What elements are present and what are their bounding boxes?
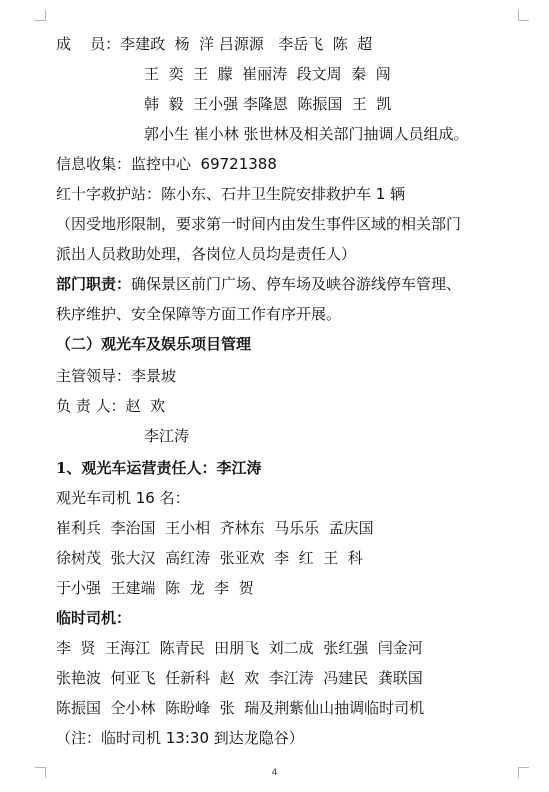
temp-drivers-row-1: 李 贤 王海江 陈青民 田朋飞 刘二成 张红强 闫金河 xyxy=(56,639,423,657)
page-number: 4 xyxy=(271,768,278,778)
red-cross-station-line: 红十字救护站：陈小东、石井卫生院安排救护车 1 辆 xyxy=(56,185,406,203)
members-line-1: 成 员：李建政 杨 洋 吕源源 李岳飞 陈 超 xyxy=(56,35,373,53)
members-line-3: 韩 毅 王小强 李隆恩 陈振国 王 凯 xyxy=(144,95,392,113)
info-collection-line: 信息收集：监控中心 69721388 xyxy=(56,155,277,173)
dept-duty-line-2: 秩序维护、安全保障等方面工作有序开展。 xyxy=(56,305,342,323)
responsible-line: 负 责 人：赵 欢 xyxy=(56,397,166,415)
responsible-second-name: 李江涛 xyxy=(144,427,190,445)
dept-duty-line-1 xyxy=(56,274,461,294)
temp-drivers-row-2: 张艳波 何亚飞 任新科 赵 欢 李江涛 冯建民 龚联国 xyxy=(56,669,423,687)
crop-mark-top-left xyxy=(35,10,46,21)
crop-mark-top-right xyxy=(518,10,529,21)
temp-drivers-row-3: 陈振国 仝小林 陈盼峰 张 瑞及荆紫仙山抽调临时司机 xyxy=(56,699,425,717)
note-line-1: （因受地形限制，要求第一时间内由发生事件区域的相关部门 xyxy=(56,215,462,233)
supervisor-line: 主管领导：李景坡 xyxy=(56,367,177,385)
members-line-4: 郭小生 崔小林 张世林及相关部门抽调人员组成。 xyxy=(144,125,469,143)
subheading-operations: 1、观光车运营责任人：李江涛 xyxy=(56,459,262,477)
drivers-row-1: 崔利兵 李治国 王小相 齐林东 马乐乐 孟庆国 xyxy=(56,519,374,537)
dept-duty-label: 部门职责： xyxy=(56,275,132,293)
note-line-2: 派出人员救助处理，各岗位人员均是责任人） xyxy=(56,245,357,263)
section-heading-sightseeing: （二）观光车及娱乐项目管理 xyxy=(56,335,252,353)
dept-duty-text: 确保景区前门广场、停车场及峡谷游线停车管理、 xyxy=(131,275,462,293)
temp-drivers-heading: 临时司机： xyxy=(56,609,132,627)
drivers-row-3: 于小强 王建端 陈 龙 李 贺 xyxy=(56,579,254,597)
members-line-2: 王 奕 王 朦 崔丽涛 段文周 秦 闯 xyxy=(144,65,391,83)
temp-drivers-note: （注：临时司机 13:30 到达龙隐谷） xyxy=(56,729,304,747)
drivers-row-2: 徐树茂 张大汉 高红涛 张亚欢 李 红 王 科 xyxy=(56,549,363,567)
drivers-count-line: 观光车司机 16 名： xyxy=(56,489,190,507)
